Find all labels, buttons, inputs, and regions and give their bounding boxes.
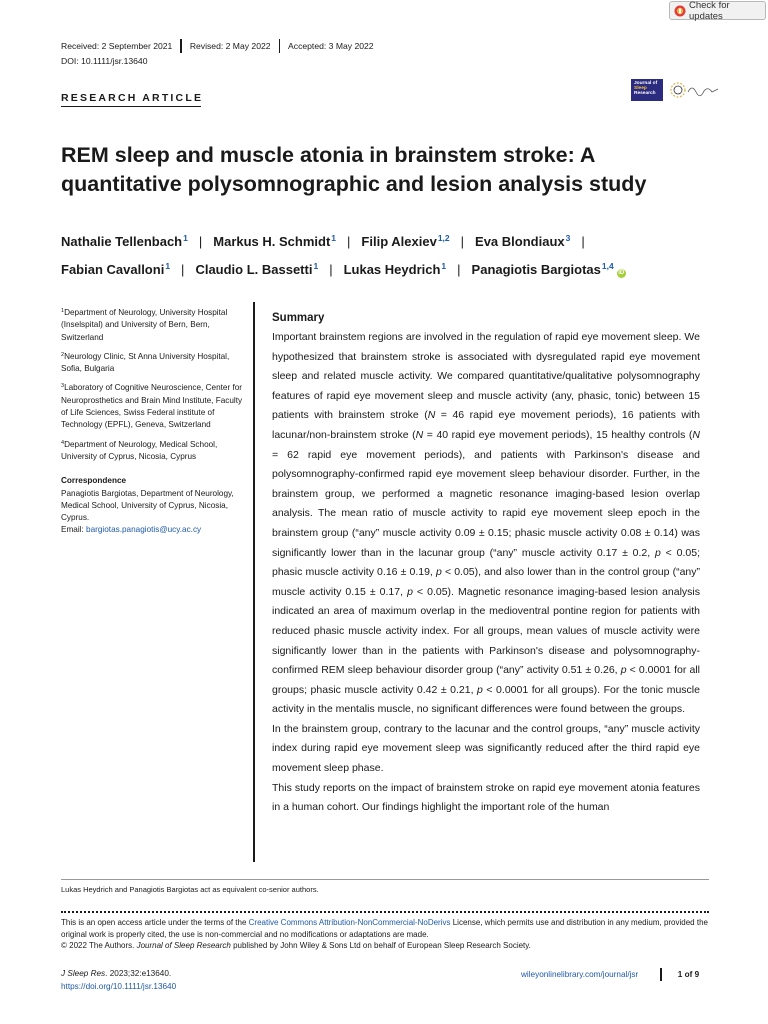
summary	[272, 308, 700, 818]
affiliation-text: Department of Neurology, University Hospital (Inselspital) and University of Bern, Bern, Switzerland	[61, 308, 228, 342]
correspondence	[61, 488, 251, 537]
p-symbol: p	[435, 566, 442, 579]
summary-rule	[253, 302, 255, 862]
summary-paragraph: This study reports on the impact of brainstem stroke on rapid eye movement atonia features in a human cohort. Our findings highlight the important role of the human	[272, 781, 700, 814]
affiliation-text: Department of Neurology, Medical School, University of Cyprus, Nicosia, Cyprus	[61, 439, 218, 461]
correspondence-text: Panagiotis Bargiotas, Department of Neurology, Medical School, University of Cyprus, Nicosia, Cyprus.	[61, 488, 234, 523]
author-list	[61, 226, 721, 282]
received-date: Received: 2 September 2021	[61, 41, 173, 51]
author-name[interactable]: Claudio L. Bassetti	[195, 262, 313, 277]
separator: |	[460, 234, 465, 249]
article-type: RESEARCH ARTICLE	[61, 92, 204, 104]
summary-text: Important brainstem regions are involved in the regulation of rapid eye movement sleep. We hypothesized that brainstem stroke is associated with dysregulated rapid eye movement sleep and related muscle activity. We compared quantitative/qualitative polysomnography features of rapid eye movement sleep and muscle activity (any, phasic, tonic) between 15 patients with brainstem stroke (	[272, 331, 700, 422]
email-label: Email:	[61, 525, 87, 535]
summary-text: < 0.0001 for all groups). For the tonic muscle activity in the mentalis muscle, no significant differences were found between the groups.	[272, 683, 700, 716]
affiliation-marker: 3	[565, 233, 571, 243]
license-text: License, which permits use and distribution in any medium, provided the original work is properly cited, the use is non-commercial and no modifications or adaptations are made.	[61, 918, 708, 939]
separator: |	[457, 262, 461, 277]
affiliation	[61, 305, 251, 344]
divider	[61, 879, 709, 880]
p-symbol: p	[620, 664, 627, 677]
affiliation-number: 1	[61, 308, 65, 314]
journal-logo-line: Journal of	[634, 81, 658, 86]
journal-name: Journal of Sleep Research	[136, 941, 231, 950]
orcid-icon[interactable]: iD	[618, 270, 625, 276]
summary-text: < 0.05; phasic muscle activity 0.16 ± 0.19,	[272, 546, 700, 579]
author-name[interactable]: Filip Alexiev	[361, 234, 437, 249]
summary-text: = 62 rapid eye movement periods), and patients with Parkinson's disease and polysomnography-confirmed rapid eye movement sleep behaviour disorder. Further, in the brainstem group, we performed a magnetic resonance imaging-based lesion overlap analysis. The mean ratio of muscle activity to rapid eye movement sleep epoch in the brainstem group (“any” muscle activity 0.09 ± 0.15; phasic muscle activity 0.08 ± 0.14) was significantly lower than in the lacunar group (“any” muscle activity 0.17 ± 0.2,	[272, 448, 700, 559]
summary-text: < 0.05). Magnetic resonance imaging-based lesion analysis indicated an area of maximum overlap in the medioventral pontine region for patients with reduced phasic muscle activity index. For all groups, mean values of muscle activity were significantly lower than in the patients with Parkinson's disease and polysomnography-confirmed REM sleep behaviour disorder group (“any” activity 0.51 ± 0.26,	[272, 585, 700, 677]
doi-link[interactable]: https://doi.org/10.1111/jsr.13640	[61, 981, 177, 991]
separator: |	[198, 234, 203, 249]
affiliation-text: Neurology Clinic, St Anna University Hospital, Sofia, Bulgaria	[61, 351, 230, 374]
affiliation	[61, 437, 251, 464]
page-footer	[521, 968, 699, 981]
affiliation	[61, 349, 251, 376]
citation-journal: J Sleep Res	[61, 969, 106, 978]
separator: |	[581, 234, 585, 249]
journal-logo-line: Research	[634, 91, 656, 97]
copyright-text: published by John Wiley & Sons Ltd on behalf of European Sleep Research Society.	[230, 941, 531, 950]
affiliation-marker: 1,2	[437, 233, 450, 243]
separator: |	[181, 262, 185, 277]
citation	[61, 968, 176, 993]
author-name[interactable]: Eva Blondiaux	[475, 234, 565, 249]
article-dates	[61, 39, 374, 53]
divider	[61, 106, 201, 107]
n-symbol: N	[427, 409, 436, 422]
citation-text: . 2023;32:e13640.	[105, 969, 172, 978]
summary-text: < 0.0001 for all groups; phasic muscle activity 0.42 ± 0.21,	[272, 664, 700, 696]
author-name[interactable]: Markus H. Schmidt	[213, 234, 331, 249]
p-symbol: p	[655, 546, 661, 559]
esrs-logo-icon	[668, 80, 720, 100]
summary-text: = 46 rapid eye movement periods), 16 patients with lacunar/non-brainstem stroke (	[272, 409, 701, 441]
divider	[660, 968, 662, 981]
divider	[180, 39, 182, 53]
p-symbol: p	[407, 585, 413, 598]
affiliation-number: 4	[61, 439, 65, 446]
summary-text: = 40 rapid eye movement periods), 15 healthy controls (	[423, 428, 693, 441]
divider	[279, 39, 281, 53]
email-link[interactable]: bargiotas.panagiotis@ucy.ac.cy	[86, 525, 202, 535]
author-name[interactable]: Lukas Heydrich	[343, 262, 441, 277]
check-for-updates-label: Check for updates	[689, 0, 730, 22]
author-name[interactable]: Fabian Cavalloni	[61, 262, 165, 277]
affiliation	[61, 380, 251, 431]
accepted-date: Accepted: 3 May 2022	[288, 41, 374, 51]
journal-logo	[631, 79, 663, 101]
affiliation-marker: 1	[313, 261, 319, 271]
affiliation-text: Laboratory of Cognitive Neuroscience, Center for Neuroprosthetics and Brain Mind Institute, Faculty of Life Sciences, Swiss Federal institute of Technology (EPFL), Geneva, Switzerland	[61, 383, 243, 430]
copyright-text: © 2022 The Authors.	[61, 941, 137, 950]
affiliation-marker: 1	[441, 261, 447, 271]
page-number: 1 of 9	[677, 970, 700, 979]
doi: DOI: 10.1111/jsr.13640	[61, 56, 148, 66]
article-title: REM sleep and muscle atonia in brainstem stroke: A quantitative polysomnographic and lesion analysis study	[61, 143, 647, 196]
check-for-updates-button[interactable]	[669, 1, 766, 20]
affiliation-number: 2	[61, 351, 65, 358]
journal-logo-line: Sleep	[634, 86, 647, 92]
affiliation-number: 3	[61, 383, 65, 390]
n-symbol: N	[692, 428, 700, 441]
summary-paragraph: In the brainstem group, contrary to the lacunar and the control groups, “any” muscle activity index during rapid eye movement sleep was significantly reduced after the third rapid eye movement sleep phase.	[272, 722, 700, 775]
summary-text: < 0.05), and also lower than in the control group (“any” muscle activity 0.15 ± 0.17,	[272, 566, 700, 598]
divider	[61, 911, 709, 913]
revised-date: Revised: 2 May 2022	[189, 41, 271, 51]
author-name[interactable]: Nathalie Tellenbach	[61, 234, 183, 249]
separator: |	[329, 262, 333, 277]
author-name[interactable]: Panagiotis Bargiotas	[471, 262, 601, 277]
co-senior-footnote: Lukas Heydrich and Panagiotis Bargiotas act as equivalent co-senior authors.	[61, 885, 319, 894]
affiliation-marker: 1	[331, 233, 337, 243]
license-link[interactable]: Creative Commons Attribution-NonCommercial-NoDerivs	[248, 918, 451, 927]
correspondence-heading: Correspondence	[61, 476, 127, 486]
affiliation-marker: 1	[165, 261, 171, 271]
crossmark-icon	[674, 5, 686, 17]
affiliations	[61, 305, 251, 542]
p-symbol: p	[477, 683, 483, 696]
summary-paragraph	[272, 328, 700, 720]
journal-site-link[interactable]: wileyonlinelibrary.com/journal/jsr	[521, 970, 639, 979]
summary-heading: Summary	[272, 312, 325, 324]
n-symbol: N	[415, 428, 424, 441]
license-text: This is an open access article under the terms of the	[61, 918, 249, 927]
separator: |	[347, 234, 351, 249]
affiliation-marker: 1	[183, 233, 188, 243]
affiliation-marker: 1,4	[601, 261, 614, 271]
license-notice	[61, 917, 711, 952]
